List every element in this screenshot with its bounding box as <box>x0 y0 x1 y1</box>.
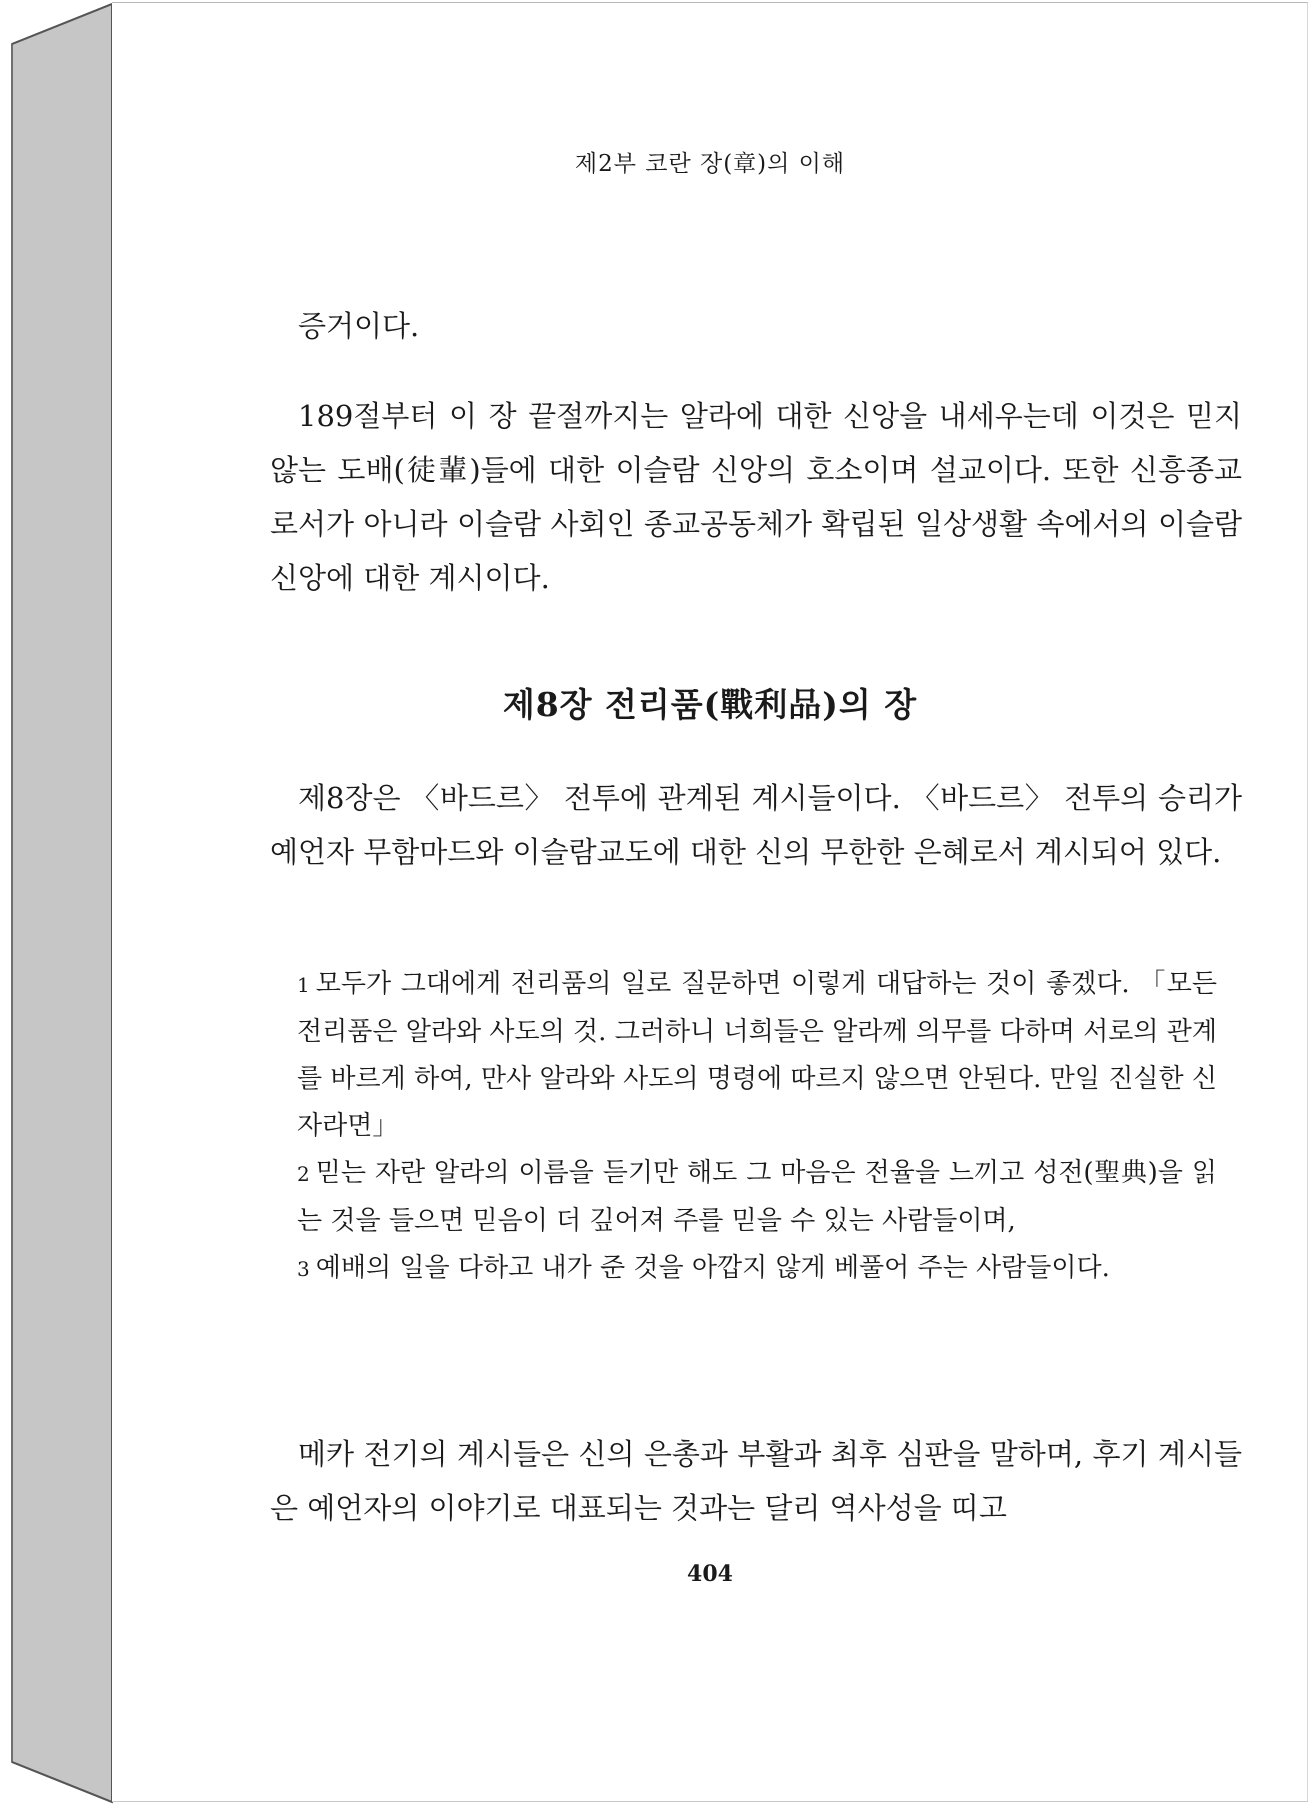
verse-number: 1 <box>297 973 310 997</box>
chapter-intro: 제8장은 〈바드르〉 전투에 관계된 계시들이다. 〈바드르〉 전투의 승리가 예언자 무함마드와 이슬람교도에 대한 신의 무한한 은혜로서 계시되어 있다. <box>270 781 1242 869</box>
paragraph-revelation-summary: 189절부터 이 장 끝절까지는 알라에 대한 신앙을 내세우는데 이것은 믿지 않는 도배(徒輩)들에 대한 이슬람 신앙의 호소이며 설교이다. 또한 신흥종교로서가 아니라 이슬람 사회인 종교공동체가 확립된 일상생활 속에서의 이슬람 신앙에 대한 계시이다. <box>270 399 1242 595</box>
verse-number: 2 <box>297 1162 310 1186</box>
paragraph-continuation: 증거이다. <box>298 309 420 343</box>
verse-2 <box>297 1150 1217 1245</box>
verse-1 <box>297 961 1217 1150</box>
closing-paragraph: 메카 전기의 계시들은 신의 은총과 부활과 최후 심판을 말하며, 후기 계시들은 예언자의 이야기로 대표되는 것과는 달리 역사성을 띠고 <box>270 1437 1242 1525</box>
running-head: 제2부 코란 장(章)의 이해 <box>574 151 846 177</box>
verse-3 <box>297 1245 1217 1293</box>
verse-text: 모두가 그대에게 전리품의 일로 질문하면 이렇게 대답하는 것이 좋겠다. 「모든 전리품은 알라와 사도의 것. 그러하니 너희들은 알라께 의무를 다하며 서로의 관계를 바르게 하여, 만사 알라와 사도의 명령에 따르지 않으면 안된다. 만일 진실한 신자라면」 <box>297 969 1217 1141</box>
verse-text: 예배의 일을 다하고 내가 준 것을 아깝지 않게 베풀어 주는 사람들이다. <box>315 1253 1110 1283</box>
chapter-title: 제8장 전리품(戰利品)의 장 <box>502 685 918 724</box>
verse-block <box>297 961 1217 1293</box>
verse-text: 믿는 자란 알라의 이름을 듣기만 해도 그 마음은 전율을 느끼고 성전(聖典)을 읽는 것을 들으면 믿음이 더 깊어져 주를 믿을 수 있는 사람들이며, <box>297 1158 1217 1236</box>
page-number: 404 <box>687 1561 733 1587</box>
book-page <box>112 2 1308 1802</box>
verse-number: 3 <box>297 1257 310 1281</box>
